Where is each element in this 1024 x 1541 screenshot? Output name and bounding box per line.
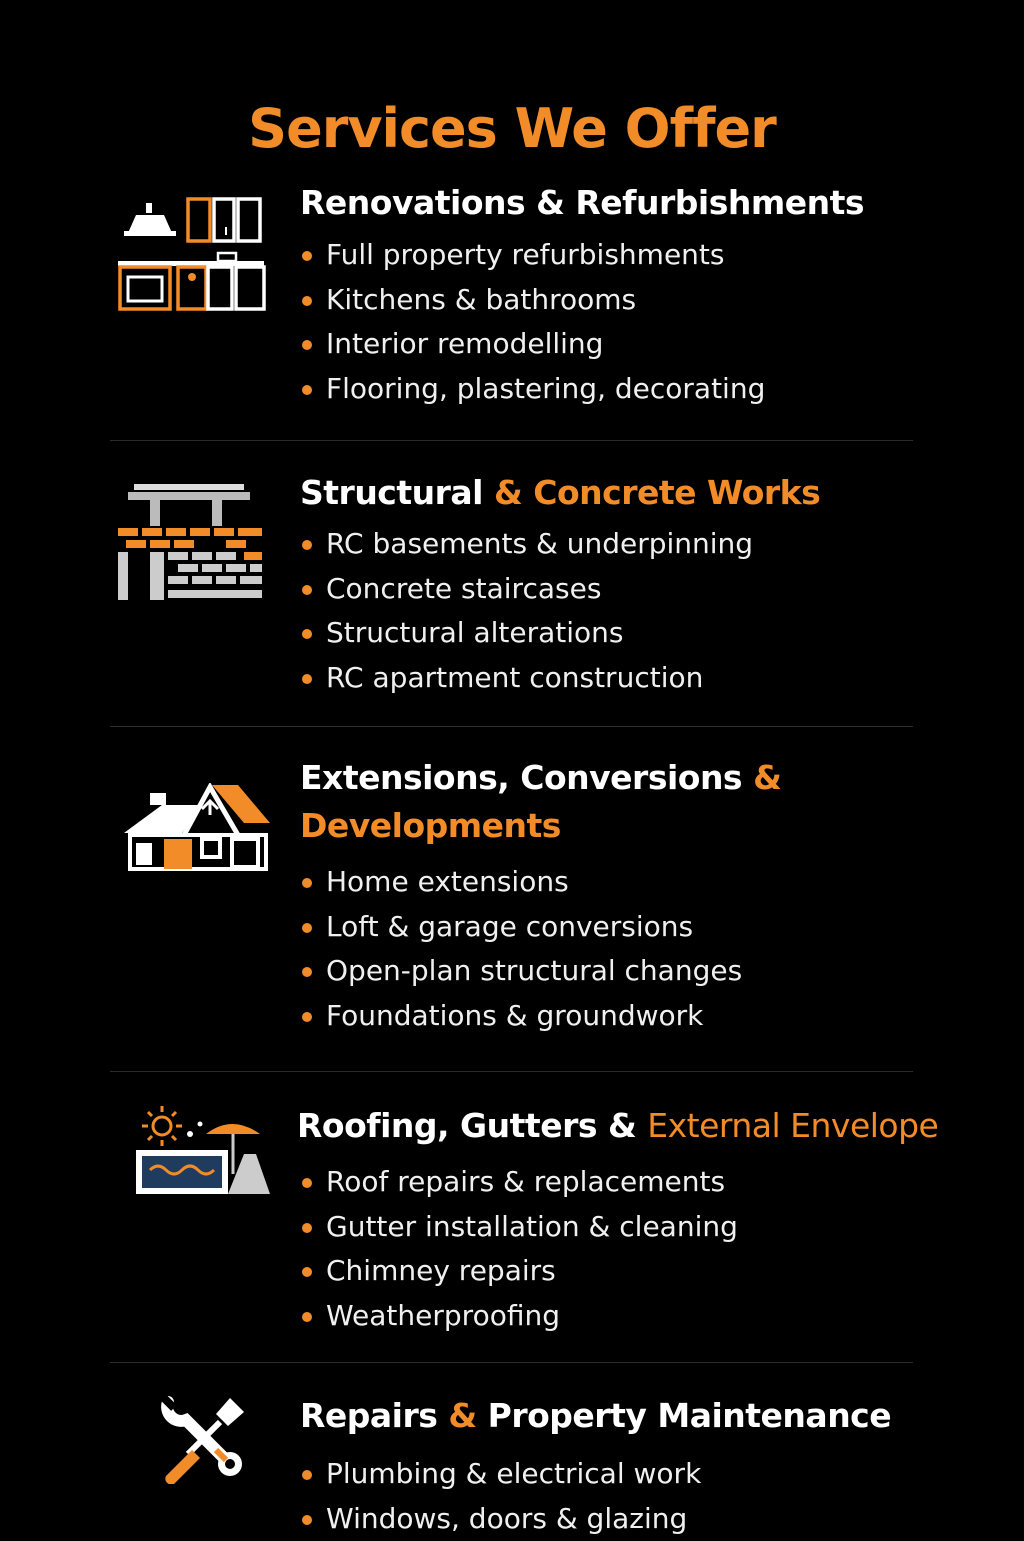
list-item: Chimney repairs xyxy=(300,1249,738,1294)
list-item: RC basements & underpinning xyxy=(300,522,753,567)
list-item: Home extensions xyxy=(300,860,742,905)
section-heading: Repairs & Property Maintenance xyxy=(300,1392,891,1440)
service-list xyxy=(300,233,765,411)
section-heading: Extensions, Conversions & Developments xyxy=(300,754,781,850)
list-item: Interior remodelling xyxy=(300,322,765,367)
section-divider xyxy=(110,726,913,727)
list-item: Windows, doors & glazing xyxy=(300,1497,701,1541)
wrench-screwdriver-icon xyxy=(158,1392,250,1488)
brick-wall-icon xyxy=(116,480,266,608)
list-item: Gutter installation & cleaning xyxy=(300,1205,738,1250)
service-list xyxy=(300,1160,738,1338)
page-title: Services We Offer xyxy=(0,94,1024,164)
list-item: Structural alterations xyxy=(300,611,753,656)
section-heading: Structural & Concrete Works xyxy=(300,469,820,517)
list-item: Concrete staircases xyxy=(300,567,753,612)
list-item: Weatherproofing xyxy=(300,1294,738,1339)
list-item: Kitchens & bathrooms xyxy=(300,278,765,323)
section-divider xyxy=(110,440,913,441)
list-item: Foundations & groundwork xyxy=(300,994,742,1039)
section-heading: Renovations & Refurbishments xyxy=(300,179,864,227)
list-item: Roof repairs & replacements xyxy=(300,1160,738,1205)
list-item: RC apartment construction xyxy=(300,656,753,701)
section-divider xyxy=(110,1071,913,1072)
service-list xyxy=(300,860,742,1038)
section-heading: Roofing, Gutters & External Envelope xyxy=(297,1102,938,1150)
kitchen-icon xyxy=(116,193,268,319)
list-item: Plumbing & electrical work xyxy=(300,1452,701,1497)
list-item: Open-plan structural changes xyxy=(300,949,742,994)
list-item: Full property refurbishments xyxy=(300,233,765,278)
section-divider xyxy=(110,1362,913,1363)
list-item: Loft & garage conversions xyxy=(300,905,742,950)
house-icon xyxy=(122,783,272,877)
service-list xyxy=(300,522,753,700)
pool-sun-umbrella-icon xyxy=(132,1104,272,1203)
list-item: Flooring, plastering, decorating xyxy=(300,367,765,412)
service-list xyxy=(300,1452,701,1541)
